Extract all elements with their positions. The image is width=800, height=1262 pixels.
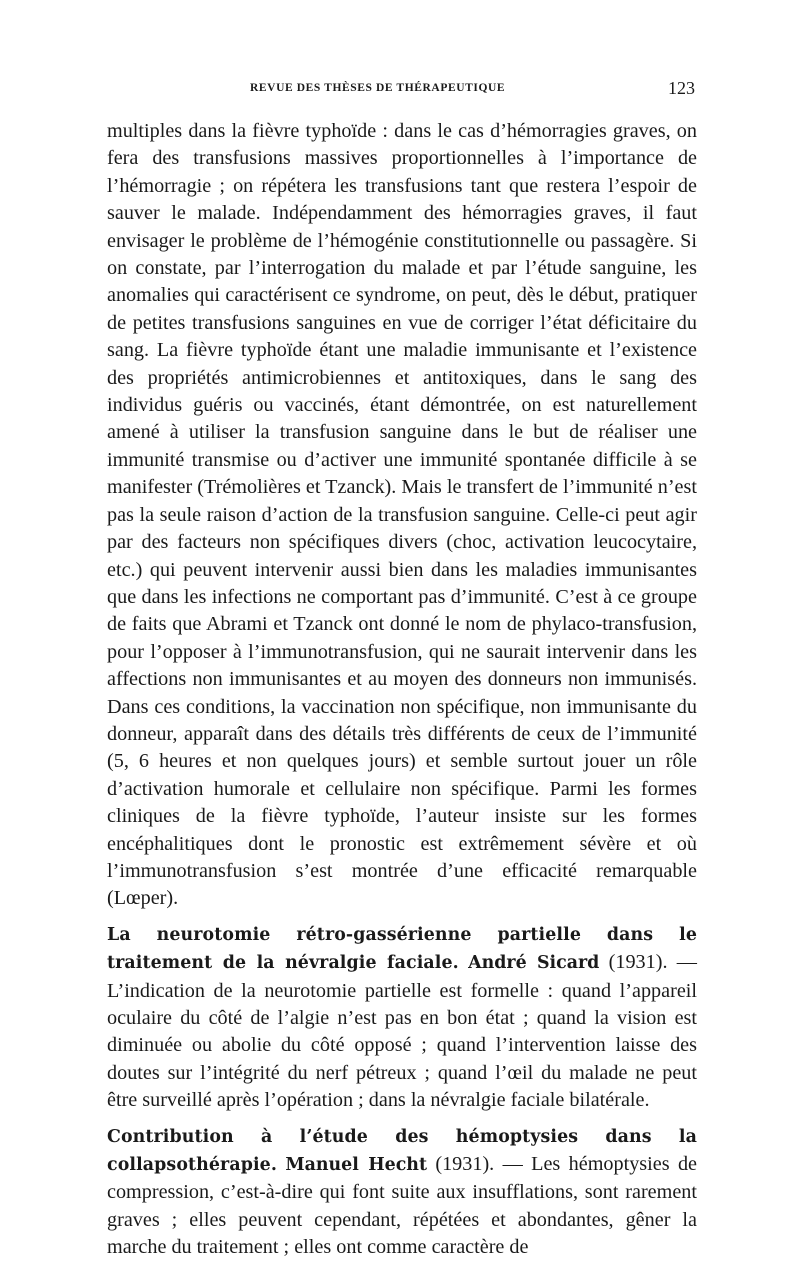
article-2-body: L’indication de la neurotomie partielle est formelle : quand l’appareil oculaire du côté de l’algie n’est pas en bon état ; quand la vision est diminuée ou abolie du côté opposé ; quand l’intervention laisse des doutes sur l’intégrité du nerf pétreux ; quand l’œil du malade ne peut être surveillé après l’opération ; dans la névralgie faciale bilatérale. <box>107 979 697 1112</box>
article-1-paragraph <box>107 118 697 913</box>
page <box>107 78 697 1262</box>
article-2-paragraph <box>107 921 697 1115</box>
article-2-author: André Sicard <box>468 953 600 974</box>
running-head <box>107 78 697 102</box>
page-number: 123 <box>668 78 695 98</box>
article-3-body: Les hémoptysies de compression, c’est-à-dire qui font suite aux insufflations, sont rarement graves ; elles peuvent cependant, répétées et abondantes, gêner la marche du traitement ; elles ont comme caractère de <box>107 1153 698 1259</box>
article-2-title: La neurotomie rétro-gassérienne partielle dans le traitement de la névralgie faciale. <box>107 924 697 974</box>
article-3-title: Contribution à l’étude des hémoptysies dans la collapsothérapie. <box>107 1126 697 1176</box>
running-title: REVUE DES THÈSES DE THÉRAPEUTIQUE <box>250 82 506 94</box>
article-3-year: (1931). — <box>426 1153 532 1176</box>
article-3-paragraph <box>107 1123 697 1262</box>
article-1-body: multiples dans la fièvre typhoïde : dans le cas d’hémorragies graves, on fera des transfusions massives proportionnelles à l’importance de l’hémorragie ; on répétera les transfusions tant que restera l’espoir de sauver le malade. Indépendamment des hémorragies graves, il faut envisager le problème de l’hémogénie constitutionnelle ou passagère. Si on constate, par l’interrogation du malade et par l’étude sanguine, les anomalies qui caractérisent ce syndrome, on peut, dès le début, pratiquer de petites transfusions sanguines en vue de corriger l’état déficitaire du sang. La fièvre typhoïde étant une maladie immunisante et l’existence des propriétés antimicrobiennes et antitoxiques, dans le sang des individus guéris ou vaccinés, étant démontrée, on est naturellement amené à utiliser la transfusion sanguine dans le but de réaliser une immunité transmise ou d’activer une immunité spontanée difficile à se manifester (Trémolières et Tzanck). Mais le transfert de l’immunité n’est pas la seule raison d’action de la transfusion sanguine. Celle-ci peut agir par des facteurs non spécifiques divers (choc, activation leucocytaire, etc.) qui peuvent intervenir aussi bien dans les maladies immunisantes que dans les infections ne comportant pas d’immunité. C’est à ce groupe de faits que Abrami et Tzanck ont donné le nom de phylaco-transfusion, pour l’opposer à l’immunotransfusion, qui ne saurait intervenir dans les affections non immunisantes et au moyen des donneurs non immunisés. Dans ces conditions, la vaccination non spécifique, non immunisante du donneur, apparaît dans des détails très différents de ceux de l’immunité (5, 6 heures et non quelques jours) et semble surtout jouer un rôle d’activation humorale et cellulaire non spécifique. Parmi les formes cliniques de la fièvre typhoïde, l’auteur insiste sur les formes encéphalitiques dont le pronostic est extrêmement sévère et où l’immunotransfusion s’est montrée d’une efficacité remarquable (Lœper). <box>107 120 697 910</box>
article-3-author: Manuel Hecht <box>285 1155 427 1176</box>
article-2-year: (1931). — <box>599 951 697 974</box>
